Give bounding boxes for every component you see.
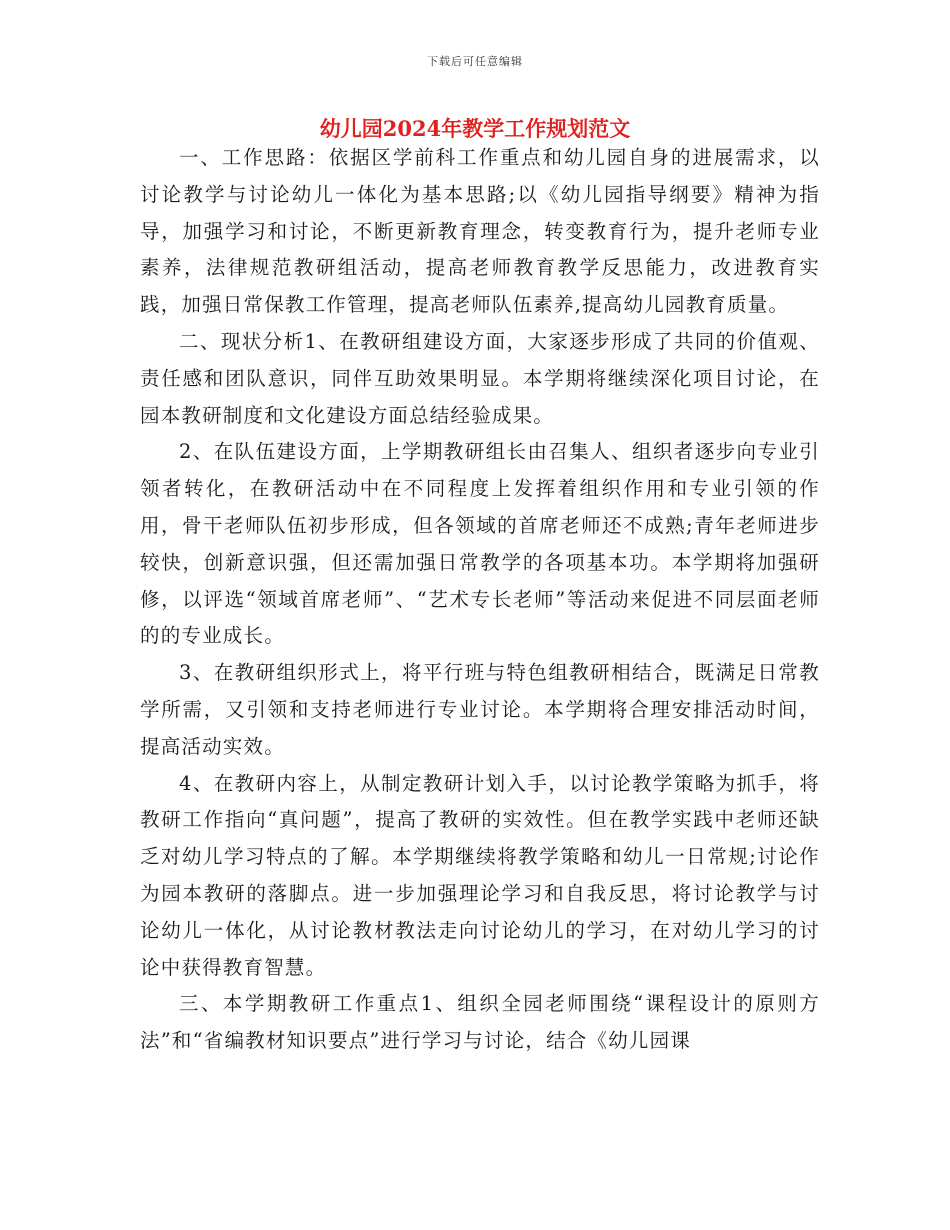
document-title: 幼儿园2024年教学工作规划范文 xyxy=(319,116,631,141)
paragraph-status-analysis: 二、现状分析1、在教研组建设方面，大家逐步形成了共同的价值观、责任感和团队意识，同伴互助效果明显。本学期将继续深化项目讨论，在园本教研制度和文化建设方面总结经验成果。 xyxy=(140,329,820,427)
paragraph-organization-form: 3、在教研组织形式上，将平行班与特色组教研相结合，既满足日常教学所需，又引领和支持老师进行专业讨论。本学期将合理安排活动时间，提高活动实效。 xyxy=(140,661,820,758)
document-body xyxy=(140,140,820,1060)
paragraph-key-work: 三、本学期教研工作重点1、组织全园老师围绕“课程设计的原则方法”和“省编教材知识要点”进行学习与讨论，结合《幼儿园课 xyxy=(140,992,820,1053)
paragraph-team-building: 2、在队伍建设方面，上学期教研组长由召集人、组织者逐步向专业引领者转化，在教研活动中在不同程度上发挥着组织作用和专业引领的作用，骨干老师队伍初步形成，但各领域的首席老师还不成熟;青年老师进步较快，创新意识强，但还需加强日常教学的各项基本功。本学期将加强研修，以评选“领域首席老师”、“艺术专长老师”等活动来促进不同层面老师的的专业成长。 xyxy=(140,440,820,648)
paragraph-work-ideas: 一、工作思路：依据区学前科工作重点和幼儿园自身的进展需求，以讨论教学与讨论幼儿一体化为基本思路;以《幼儿园指导纲要》精神为指导，加强学习和讨论，不断更新教育理念，转变教育行为，提升老师专业素养，法律规范教研组活动，提高老师教育教学反思能力，改进教育实践，加强日常保教工作管理，提高老师队伍素养,提高幼儿园教育质量。 xyxy=(140,146,820,317)
header-note: 下载后可任意编辑 xyxy=(427,55,523,68)
paragraph-teaching-content: 4、在教研内容上，从制定教研计划入手，以讨论教学策略为抓手，将教研工作指向“真问题”，提高了教研的实效性。但在教学实践中老师还缺乏对幼儿学习特点的了解。本学期继续将教学策略和幼儿一日常规;讨论作为园本教研的落脚点。进一步加强理论学习和自我反思，将讨论教学与讨论幼儿一体化，从讨论教材教法走向讨论幼儿的学习，在对幼儿学习的讨论中获得教育智慧。 xyxy=(140,771,820,979)
